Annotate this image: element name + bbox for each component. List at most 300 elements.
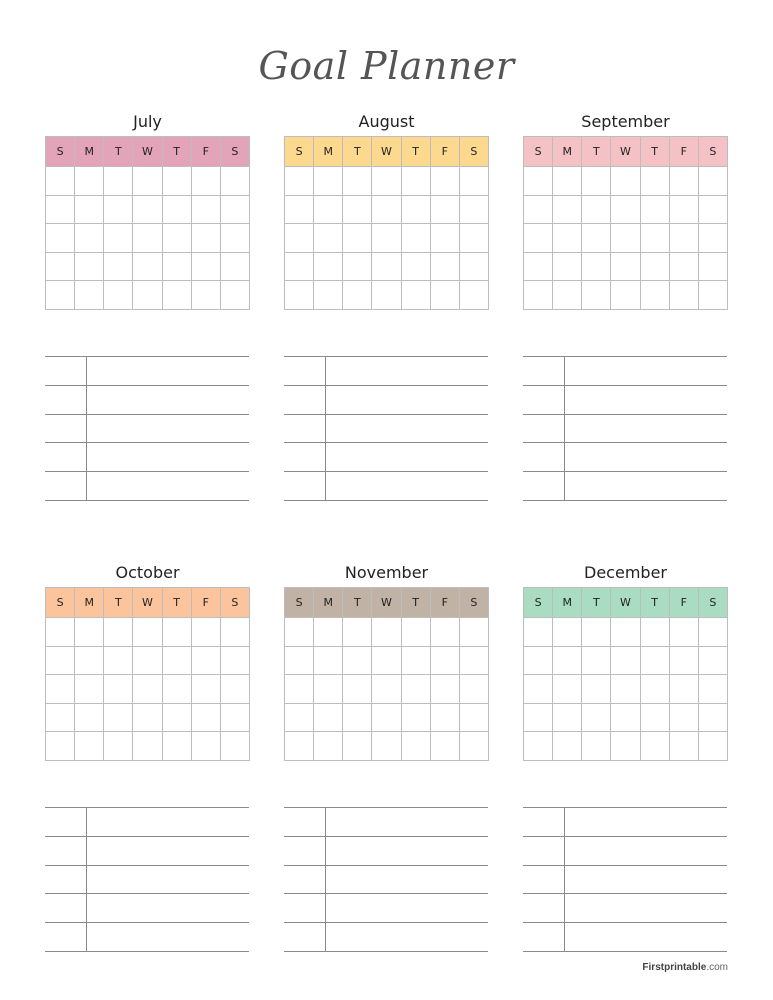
goal-text-cell[interactable] [564,414,727,443]
day-cell[interactable] [162,224,191,253]
day-cell[interactable] [75,618,104,647]
goal-line[interactable] [45,808,249,837]
day-cell[interactable] [104,195,133,224]
day-cell[interactable] [640,195,669,224]
day-cell[interactable] [191,618,220,647]
day-cell[interactable] [191,646,220,675]
goal-date-cell[interactable] [523,836,564,865]
day-cell[interactable] [582,732,611,761]
day-cell[interactable] [611,703,640,732]
day-cell[interactable] [524,224,553,253]
day-cell[interactable] [582,281,611,310]
day-cell[interactable] [669,281,698,310]
day-cell[interactable] [314,281,343,310]
day-cell[interactable] [698,675,727,704]
day-cell[interactable] [372,224,401,253]
day-cell[interactable] [133,167,162,196]
day-cell[interactable] [401,252,430,281]
goal-line[interactable] [523,385,727,414]
day-cell[interactable] [191,224,220,253]
day-cell[interactable] [285,703,314,732]
goal-line[interactable] [45,894,249,923]
goal-line[interactable] [284,472,488,501]
goal-line[interactable] [523,923,727,952]
day-cell[interactable] [553,703,582,732]
day-cell[interactable] [104,675,133,704]
goal-text-cell[interactable] [325,865,488,894]
goal-text-cell[interactable] [325,472,488,501]
day-cell[interactable] [46,703,75,732]
day-cell[interactable] [343,618,372,647]
day-cell[interactable] [401,675,430,704]
goal-date-cell[interactable] [284,808,325,837]
day-cell[interactable] [162,732,191,761]
day-cell[interactable] [220,167,249,196]
day-cell[interactable] [285,732,314,761]
goal-text-cell[interactable] [564,923,727,952]
day-cell[interactable] [459,646,488,675]
day-cell[interactable] [104,646,133,675]
day-cell[interactable] [430,646,459,675]
day-cell[interactable] [669,732,698,761]
day-cell[interactable] [640,703,669,732]
day-cell[interactable] [220,195,249,224]
day-cell[interactable] [104,167,133,196]
day-cell[interactable] [669,224,698,253]
day-cell[interactable] [430,732,459,761]
goal-line[interactable] [284,414,488,443]
day-cell[interactable] [104,252,133,281]
day-cell[interactable] [162,618,191,647]
day-cell[interactable] [191,675,220,704]
day-cell[interactable] [372,732,401,761]
day-cell[interactable] [133,252,162,281]
day-cell[interactable] [46,224,75,253]
goal-text-cell[interactable] [86,923,249,952]
goal-text-cell[interactable] [86,894,249,923]
day-cell[interactable] [524,195,553,224]
day-cell[interactable] [220,281,249,310]
day-cell[interactable] [611,281,640,310]
goal-text-cell[interactable] [86,414,249,443]
day-cell[interactable] [46,252,75,281]
goal-date-cell[interactable] [523,443,564,472]
day-cell[interactable] [698,618,727,647]
goal-text-cell[interactable] [564,385,727,414]
day-cell[interactable] [698,646,727,675]
goal-date-cell[interactable] [523,414,564,443]
day-cell[interactable] [162,703,191,732]
day-cell[interactable] [343,732,372,761]
goal-text-cell[interactable] [86,357,249,386]
goal-text-cell[interactable] [86,808,249,837]
goal-date-cell[interactable] [523,894,564,923]
day-cell[interactable] [133,281,162,310]
day-cell[interactable] [104,281,133,310]
day-cell[interactable] [669,167,698,196]
day-cell[interactable] [401,281,430,310]
day-cell[interactable] [640,252,669,281]
day-cell[interactable] [669,618,698,647]
day-cell[interactable] [343,703,372,732]
day-cell[interactable] [524,703,553,732]
day-cell[interactable] [640,618,669,647]
day-cell[interactable] [553,167,582,196]
day-cell[interactable] [430,281,459,310]
day-cell[interactable] [372,703,401,732]
day-cell[interactable] [669,646,698,675]
day-cell[interactable] [698,732,727,761]
day-cell[interactable] [162,646,191,675]
day-cell[interactable] [430,675,459,704]
goal-line[interactable] [523,357,727,386]
goal-line[interactable] [45,923,249,952]
day-cell[interactable] [133,224,162,253]
day-cell[interactable] [372,675,401,704]
day-cell[interactable] [343,224,372,253]
day-cell[interactable] [314,732,343,761]
day-cell[interactable] [524,618,553,647]
goal-text-cell[interactable] [564,836,727,865]
day-cell[interactable] [524,252,553,281]
day-cell[interactable] [46,732,75,761]
goal-text-cell[interactable] [86,385,249,414]
goal-text-cell[interactable] [325,836,488,865]
goal-date-cell[interactable] [45,443,86,472]
goal-date-cell[interactable] [284,894,325,923]
goal-text-cell[interactable] [325,894,488,923]
goal-text-cell[interactable] [325,385,488,414]
goal-date-cell[interactable] [523,357,564,386]
day-cell[interactable] [553,195,582,224]
goal-date-cell[interactable] [284,443,325,472]
day-cell[interactable] [640,224,669,253]
day-cell[interactable] [459,732,488,761]
day-cell[interactable] [430,618,459,647]
day-cell[interactable] [430,167,459,196]
day-cell[interactable] [640,281,669,310]
day-cell[interactable] [430,195,459,224]
day-cell[interactable] [75,224,104,253]
day-cell[interactable] [611,618,640,647]
day-cell[interactable] [459,675,488,704]
goal-date-cell[interactable] [45,414,86,443]
goal-date-cell[interactable] [523,923,564,952]
day-cell[interactable] [459,167,488,196]
goal-line[interactable] [523,894,727,923]
day-cell[interactable] [104,703,133,732]
goal-date-cell[interactable] [45,472,86,501]
day-cell[interactable] [191,732,220,761]
day-cell[interactable] [314,224,343,253]
day-cell[interactable] [46,195,75,224]
goal-text-cell[interactable] [564,808,727,837]
day-cell[interactable] [343,252,372,281]
day-cell[interactable] [104,732,133,761]
day-cell[interactable] [459,703,488,732]
day-cell[interactable] [430,224,459,253]
day-cell[interactable] [75,281,104,310]
goal-date-cell[interactable] [284,385,325,414]
day-cell[interactable] [314,252,343,281]
goal-text-cell[interactable] [564,472,727,501]
goal-date-cell[interactable] [284,923,325,952]
goal-line[interactable] [284,836,488,865]
day-cell[interactable] [669,703,698,732]
day-cell[interactable] [582,167,611,196]
goal-line[interactable] [284,357,488,386]
day-cell[interactable] [553,252,582,281]
day-cell[interactable] [46,281,75,310]
day-cell[interactable] [401,618,430,647]
day-cell[interactable] [133,195,162,224]
day-cell[interactable] [285,675,314,704]
day-cell[interactable] [162,252,191,281]
day-cell[interactable] [611,224,640,253]
goal-line[interactable] [523,414,727,443]
day-cell[interactable] [133,675,162,704]
day-cell[interactable] [553,732,582,761]
goal-text-cell[interactable] [325,414,488,443]
goal-text-cell[interactable] [564,865,727,894]
day-cell[interactable] [582,703,611,732]
day-cell[interactable] [698,703,727,732]
day-cell[interactable] [553,618,582,647]
day-cell[interactable] [220,224,249,253]
goal-date-cell[interactable] [523,865,564,894]
day-cell[interactable] [133,618,162,647]
day-cell[interactable] [133,646,162,675]
day-cell[interactable] [640,732,669,761]
goal-date-cell[interactable] [523,385,564,414]
day-cell[interactable] [372,618,401,647]
day-cell[interactable] [162,675,191,704]
day-cell[interactable] [343,675,372,704]
day-cell[interactable] [524,675,553,704]
day-cell[interactable] [698,281,727,310]
day-cell[interactable] [75,646,104,675]
goal-date-cell[interactable] [523,472,564,501]
goal-text-cell[interactable] [325,808,488,837]
day-cell[interactable] [46,675,75,704]
day-cell[interactable] [640,646,669,675]
day-cell[interactable] [611,195,640,224]
day-cell[interactable] [459,252,488,281]
goal-line[interactable] [284,894,488,923]
day-cell[interactable] [459,281,488,310]
goal-line[interactable] [523,472,727,501]
day-cell[interactable] [46,167,75,196]
day-cell[interactable] [314,646,343,675]
day-cell[interactable] [220,646,249,675]
day-cell[interactable] [285,252,314,281]
goal-text-cell[interactable] [86,836,249,865]
day-cell[interactable] [314,703,343,732]
day-cell[interactable] [162,195,191,224]
goal-line[interactable] [284,443,488,472]
goal-line[interactable] [45,836,249,865]
day-cell[interactable] [75,675,104,704]
day-cell[interactable] [191,281,220,310]
day-cell[interactable] [104,618,133,647]
day-cell[interactable] [401,195,430,224]
day-cell[interactable] [372,646,401,675]
day-cell[interactable] [669,195,698,224]
day-cell[interactable] [582,618,611,647]
goal-date-cell[interactable] [45,357,86,386]
goal-text-cell[interactable] [325,923,488,952]
goal-line[interactable] [523,808,727,837]
day-cell[interactable] [75,703,104,732]
goal-line[interactable] [45,385,249,414]
day-cell[interactable] [553,646,582,675]
day-cell[interactable] [582,224,611,253]
day-cell[interactable] [553,281,582,310]
goal-date-cell[interactable] [284,865,325,894]
day-cell[interactable] [343,167,372,196]
goal-date-cell[interactable] [45,894,86,923]
goal-line[interactable] [523,836,727,865]
day-cell[interactable] [285,646,314,675]
day-cell[interactable] [75,167,104,196]
day-cell[interactable] [698,252,727,281]
goal-text-cell[interactable] [86,472,249,501]
day-cell[interactable] [401,732,430,761]
day-cell[interactable] [401,646,430,675]
goal-text-cell[interactable] [325,443,488,472]
day-cell[interactable] [459,618,488,647]
day-cell[interactable] [220,732,249,761]
day-cell[interactable] [553,675,582,704]
goal-text-cell[interactable] [564,357,727,386]
day-cell[interactable] [372,281,401,310]
day-cell[interactable] [162,167,191,196]
day-cell[interactable] [611,646,640,675]
day-cell[interactable] [314,618,343,647]
day-cell[interactable] [314,167,343,196]
day-cell[interactable] [553,224,582,253]
day-cell[interactable] [698,224,727,253]
day-cell[interactable] [314,675,343,704]
goal-text-cell[interactable] [86,443,249,472]
day-cell[interactable] [343,281,372,310]
day-cell[interactable] [401,703,430,732]
day-cell[interactable] [640,167,669,196]
goal-line[interactable] [45,472,249,501]
day-cell[interactable] [133,703,162,732]
day-cell[interactable] [75,195,104,224]
goal-line[interactable] [284,865,488,894]
goal-text-cell[interactable] [564,894,727,923]
day-cell[interactable] [46,646,75,675]
day-cell[interactable] [582,675,611,704]
day-cell[interactable] [285,195,314,224]
goal-text-cell[interactable] [564,443,727,472]
goal-line[interactable] [45,865,249,894]
goal-line[interactable] [45,357,249,386]
day-cell[interactable] [611,252,640,281]
day-cell[interactable] [401,167,430,196]
goal-date-cell[interactable] [284,357,325,386]
day-cell[interactable] [459,224,488,253]
day-cell[interactable] [611,732,640,761]
goal-date-cell[interactable] [45,865,86,894]
day-cell[interactable] [698,167,727,196]
day-cell[interactable] [611,675,640,704]
day-cell[interactable] [220,618,249,647]
day-cell[interactable] [524,646,553,675]
day-cell[interactable] [669,252,698,281]
day-cell[interactable] [582,252,611,281]
day-cell[interactable] [104,224,133,253]
day-cell[interactable] [372,195,401,224]
day-cell[interactable] [191,167,220,196]
day-cell[interactable] [524,281,553,310]
day-cell[interactable] [285,618,314,647]
goal-text-cell[interactable] [325,357,488,386]
day-cell[interactable] [343,195,372,224]
day-cell[interactable] [191,252,220,281]
day-cell[interactable] [220,675,249,704]
day-cell[interactable] [524,167,553,196]
goal-date-cell[interactable] [284,836,325,865]
goal-date-cell[interactable] [45,836,86,865]
day-cell[interactable] [372,252,401,281]
goal-line[interactable] [284,923,488,952]
day-cell[interactable] [524,732,553,761]
goal-line[interactable] [523,443,727,472]
day-cell[interactable] [372,167,401,196]
day-cell[interactable] [220,252,249,281]
goal-line[interactable] [45,414,249,443]
day-cell[interactable] [285,167,314,196]
day-cell[interactable] [285,281,314,310]
day-cell[interactable] [582,646,611,675]
goal-text-cell[interactable] [86,865,249,894]
day-cell[interactable] [191,195,220,224]
day-cell[interactable] [459,195,488,224]
goal-line[interactable] [523,865,727,894]
goal-date-cell[interactable] [284,414,325,443]
goal-line[interactable] [45,443,249,472]
day-cell[interactable] [698,195,727,224]
day-cell[interactable] [611,167,640,196]
day-cell[interactable] [133,732,162,761]
day-cell[interactable] [343,646,372,675]
goal-date-cell[interactable] [45,923,86,952]
day-cell[interactable] [46,618,75,647]
day-cell[interactable] [669,675,698,704]
day-cell[interactable] [75,732,104,761]
day-cell[interactable] [285,224,314,253]
goal-line[interactable] [284,808,488,837]
goal-line[interactable] [284,385,488,414]
goal-date-cell[interactable] [45,385,86,414]
goal-date-cell[interactable] [523,808,564,837]
day-cell[interactable] [430,252,459,281]
day-cell[interactable] [640,675,669,704]
day-cell[interactable] [191,703,220,732]
day-cell[interactable] [430,703,459,732]
day-cell[interactable] [220,703,249,732]
goal-date-cell[interactable] [284,472,325,501]
day-cell[interactable] [314,195,343,224]
day-cell[interactable] [162,281,191,310]
day-cell[interactable] [401,224,430,253]
goal-date-cell[interactable] [45,808,86,837]
day-cell[interactable] [75,252,104,281]
day-cell[interactable] [582,195,611,224]
